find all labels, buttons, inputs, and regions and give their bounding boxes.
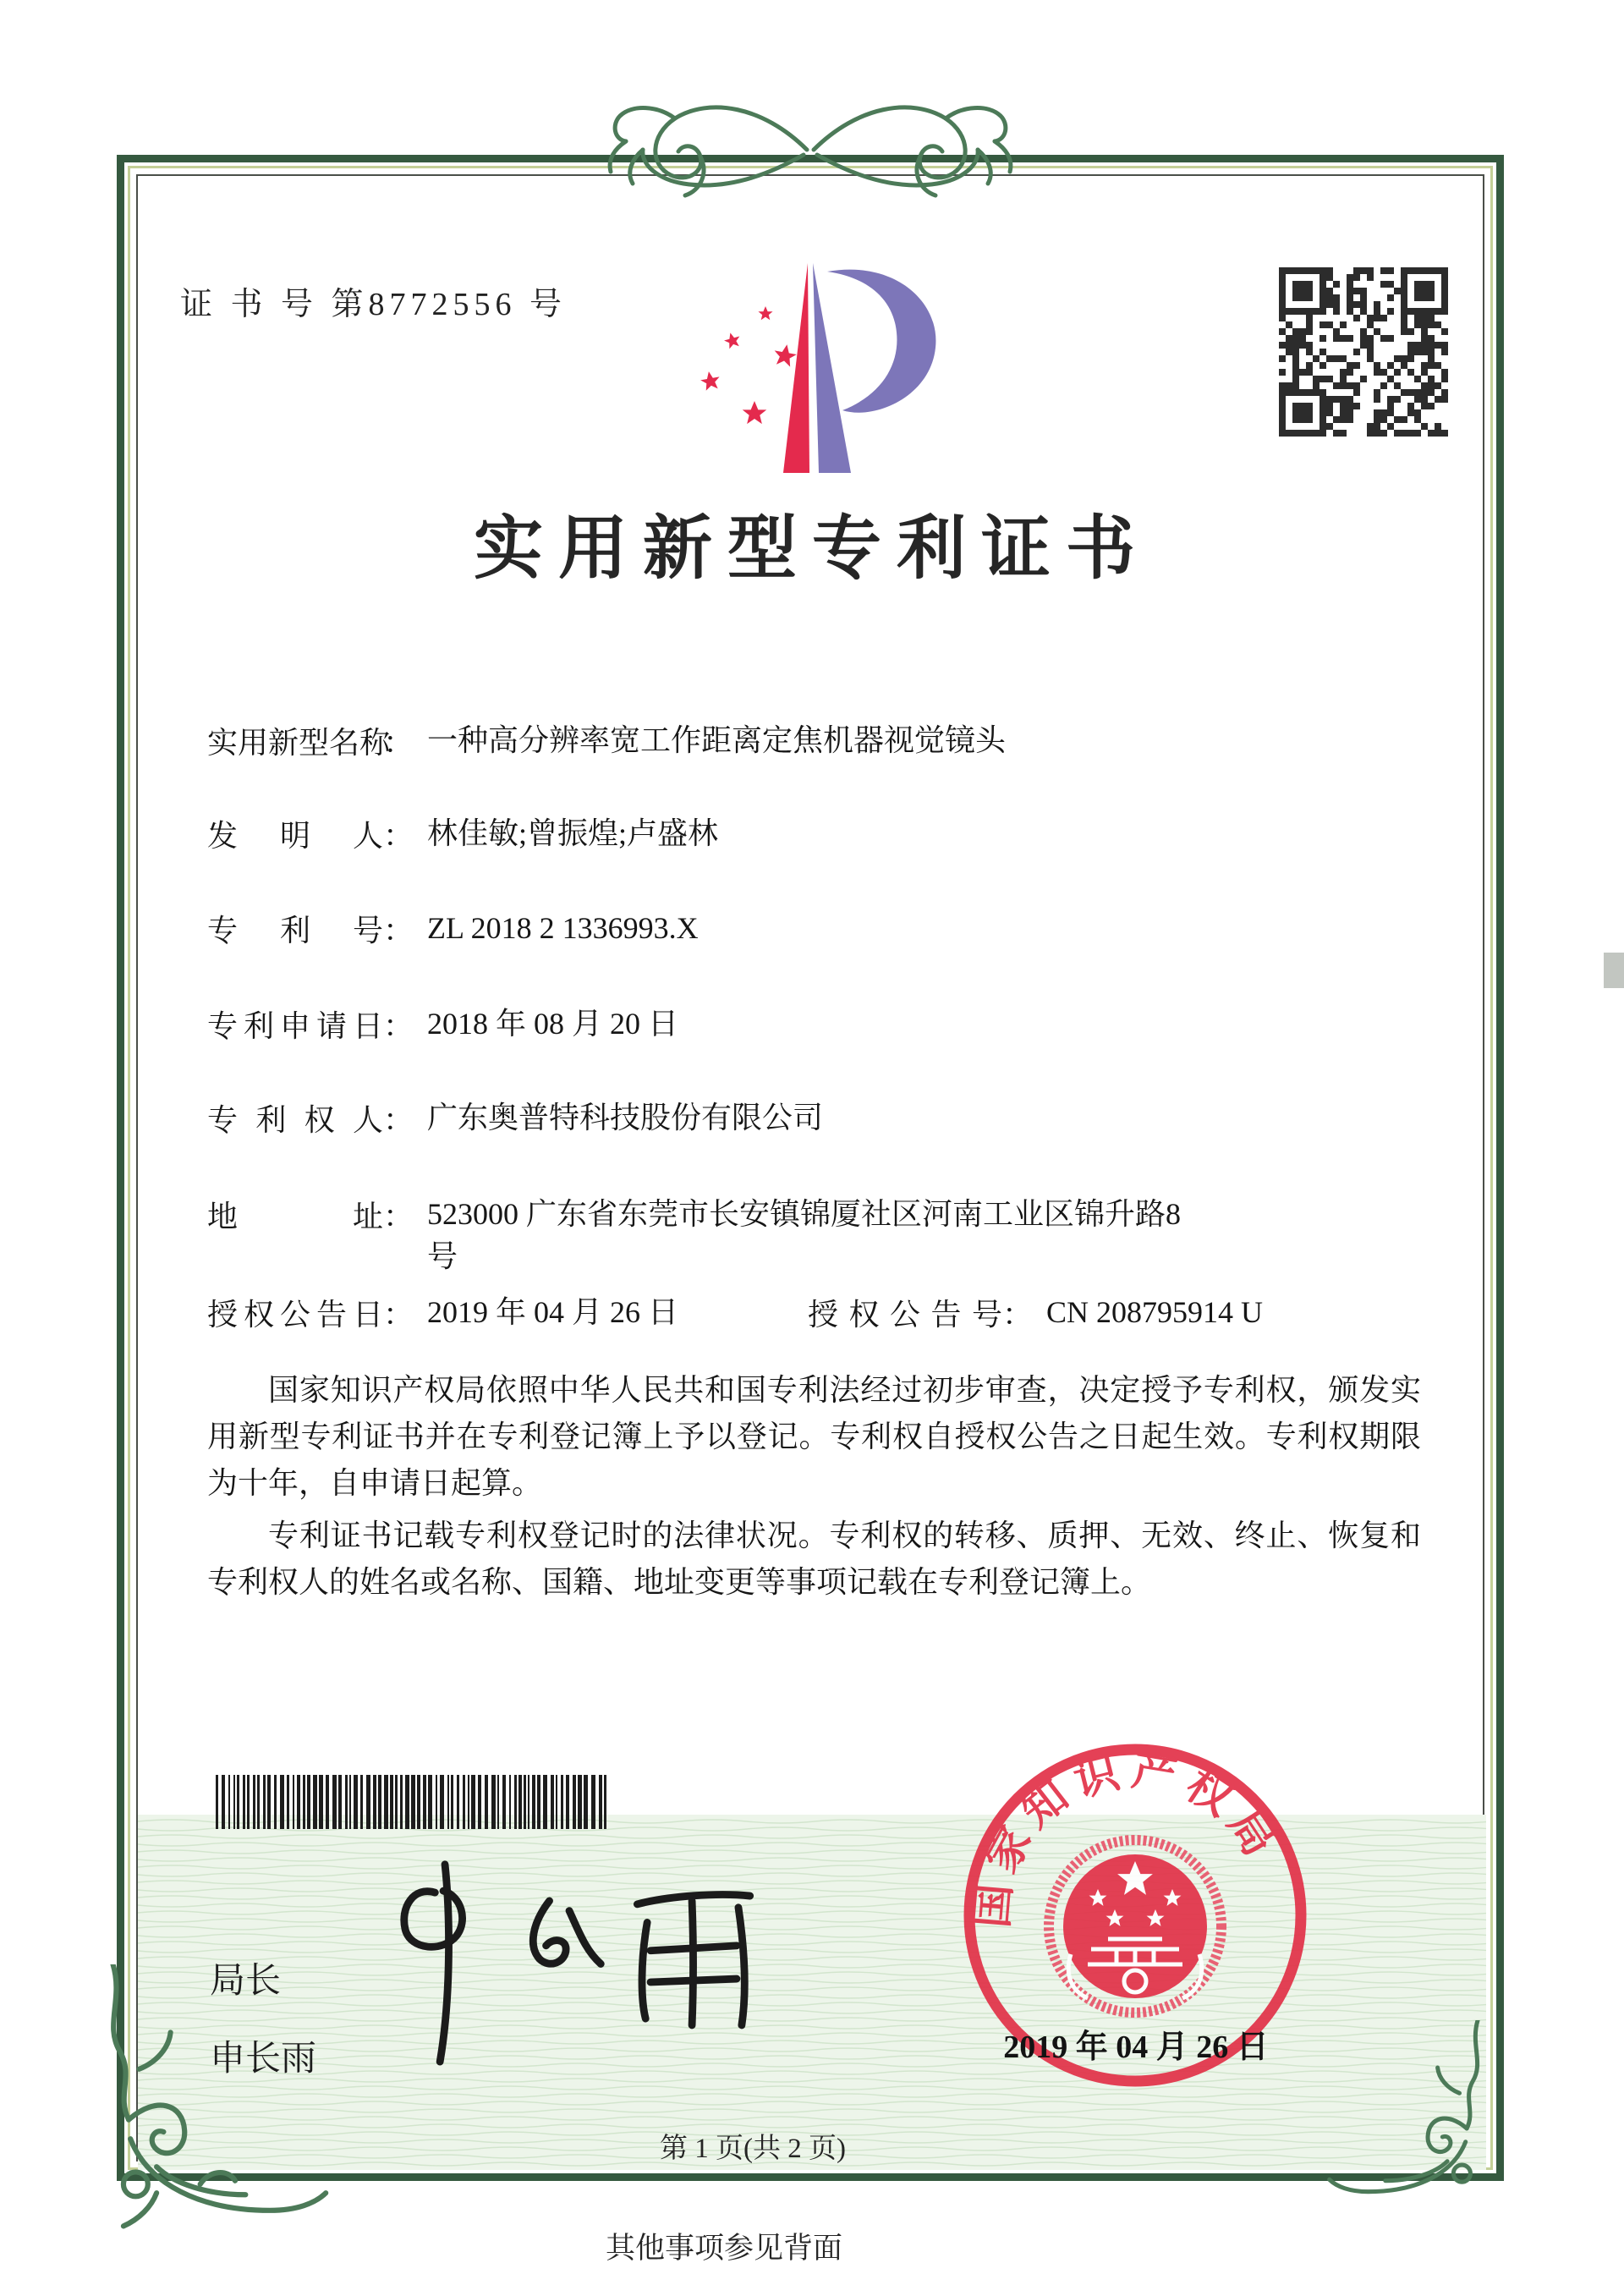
field-value [427,1193,1181,1277]
back-note: 其他事项参见背面 [606,2232,843,2265]
barcode [216,1775,622,1829]
legal-text [207,1367,1421,1612]
legal-paragraph-1: 国家知识产权局依照中华人民共和国专利法经过初步审查，决定授予专利权，颁发实用新型专利证书并在专利登记簿上予以登记。专利权自授权公告之日起生效。专利权期限为十年，自申请日起算。 [207,1373,1421,1500]
seal-ring-text: 国家知识产权局 [968,1746,1288,1931]
legal-paragraph-2: 专利证书记载专利权登记时的法律状况。专利权的转移、质押、无效、终止、恢复和专利权人的姓名或名称、国籍、地址变更等事项记载在专利登记簿上。 [207,1519,1421,1599]
field-inventors [207,812,718,855]
field-value: ZL 2018 2 1336993.X [427,911,699,945]
cnipa-patent-logo-icon [685,248,939,473]
field-label: 发明人 [207,819,383,853]
field-grant [207,1291,1442,1334]
field-value: 2019 年 04 月 26 日 [427,1295,679,1329]
commissioner-signature [364,1848,778,2073]
field-label: 专利权人 [207,1103,383,1137]
certificate-number: 证 书 号 第8772556 号 [180,287,568,322]
field-value: 广东奥普特科技股份有限公司 [427,1101,824,1134]
field-value: 一种高分辨率宽工作距离定焦机器视觉镜头 [427,723,1007,757]
field-colon: ： [383,819,414,853]
field-colon: ： [383,1009,414,1043]
dragon-left-icon [573,80,810,216]
page-number: 第 1 页(共 2 页) [660,2134,846,2164]
corner-flourish-bottom-left-icon [78,1964,340,2244]
dragon-ornament [573,80,1047,216]
field-colon: ： [1002,1298,1034,1332]
field-patentee [207,1096,823,1140]
field-filing-date [207,1002,678,1046]
field-label: 授权公告日 [207,1298,383,1332]
field-colon: ： [383,914,414,948]
field-value: CN 208795914 U [1046,1295,1264,1329]
field-colon: ： [383,1200,414,1233]
dragon-right-icon [810,80,1047,216]
field-label: 专利号 [207,914,383,948]
field-value: 林佳敏;曾振煌;卢盛林 [427,816,719,850]
field-grant-date [207,1292,679,1332]
address-line-1: 523000 广东省东莞市长安镇锦厦社区河南工业区锦升路8 [427,1197,1182,1231]
field-utility-model-name [207,719,1006,762]
field-grant-number [808,1291,1263,1334]
field-colon: ： [383,726,414,760]
field-value: 2018 年 08 月 20 日 [427,1007,679,1041]
field-label: 地址 [207,1200,383,1233]
field-label: 实用新型名称 [207,726,391,760]
page-title: 实用新型专利证书 [473,510,1150,587]
seal-date: 2019 年 04 月 26 日 [1003,2030,1269,2065]
commissioner-name: 申长雨 [210,2040,317,2079]
scan-artifact [1604,953,1624,988]
field-address [207,1193,1181,1277]
field-colon: ： [383,1298,414,1332]
commissioner-title: 局长 [210,1962,282,2001]
field-patent-number [207,907,699,950]
address-line-2: 号 [427,1239,458,1273]
field-label: 专利申请日 [207,1009,383,1043]
field-label: 授权公告号 [808,1298,1002,1332]
corner-flourish-bottom-right-icon [1309,2020,1512,2215]
field-colon: ： [383,1103,414,1137]
qr-code [1279,267,1448,437]
